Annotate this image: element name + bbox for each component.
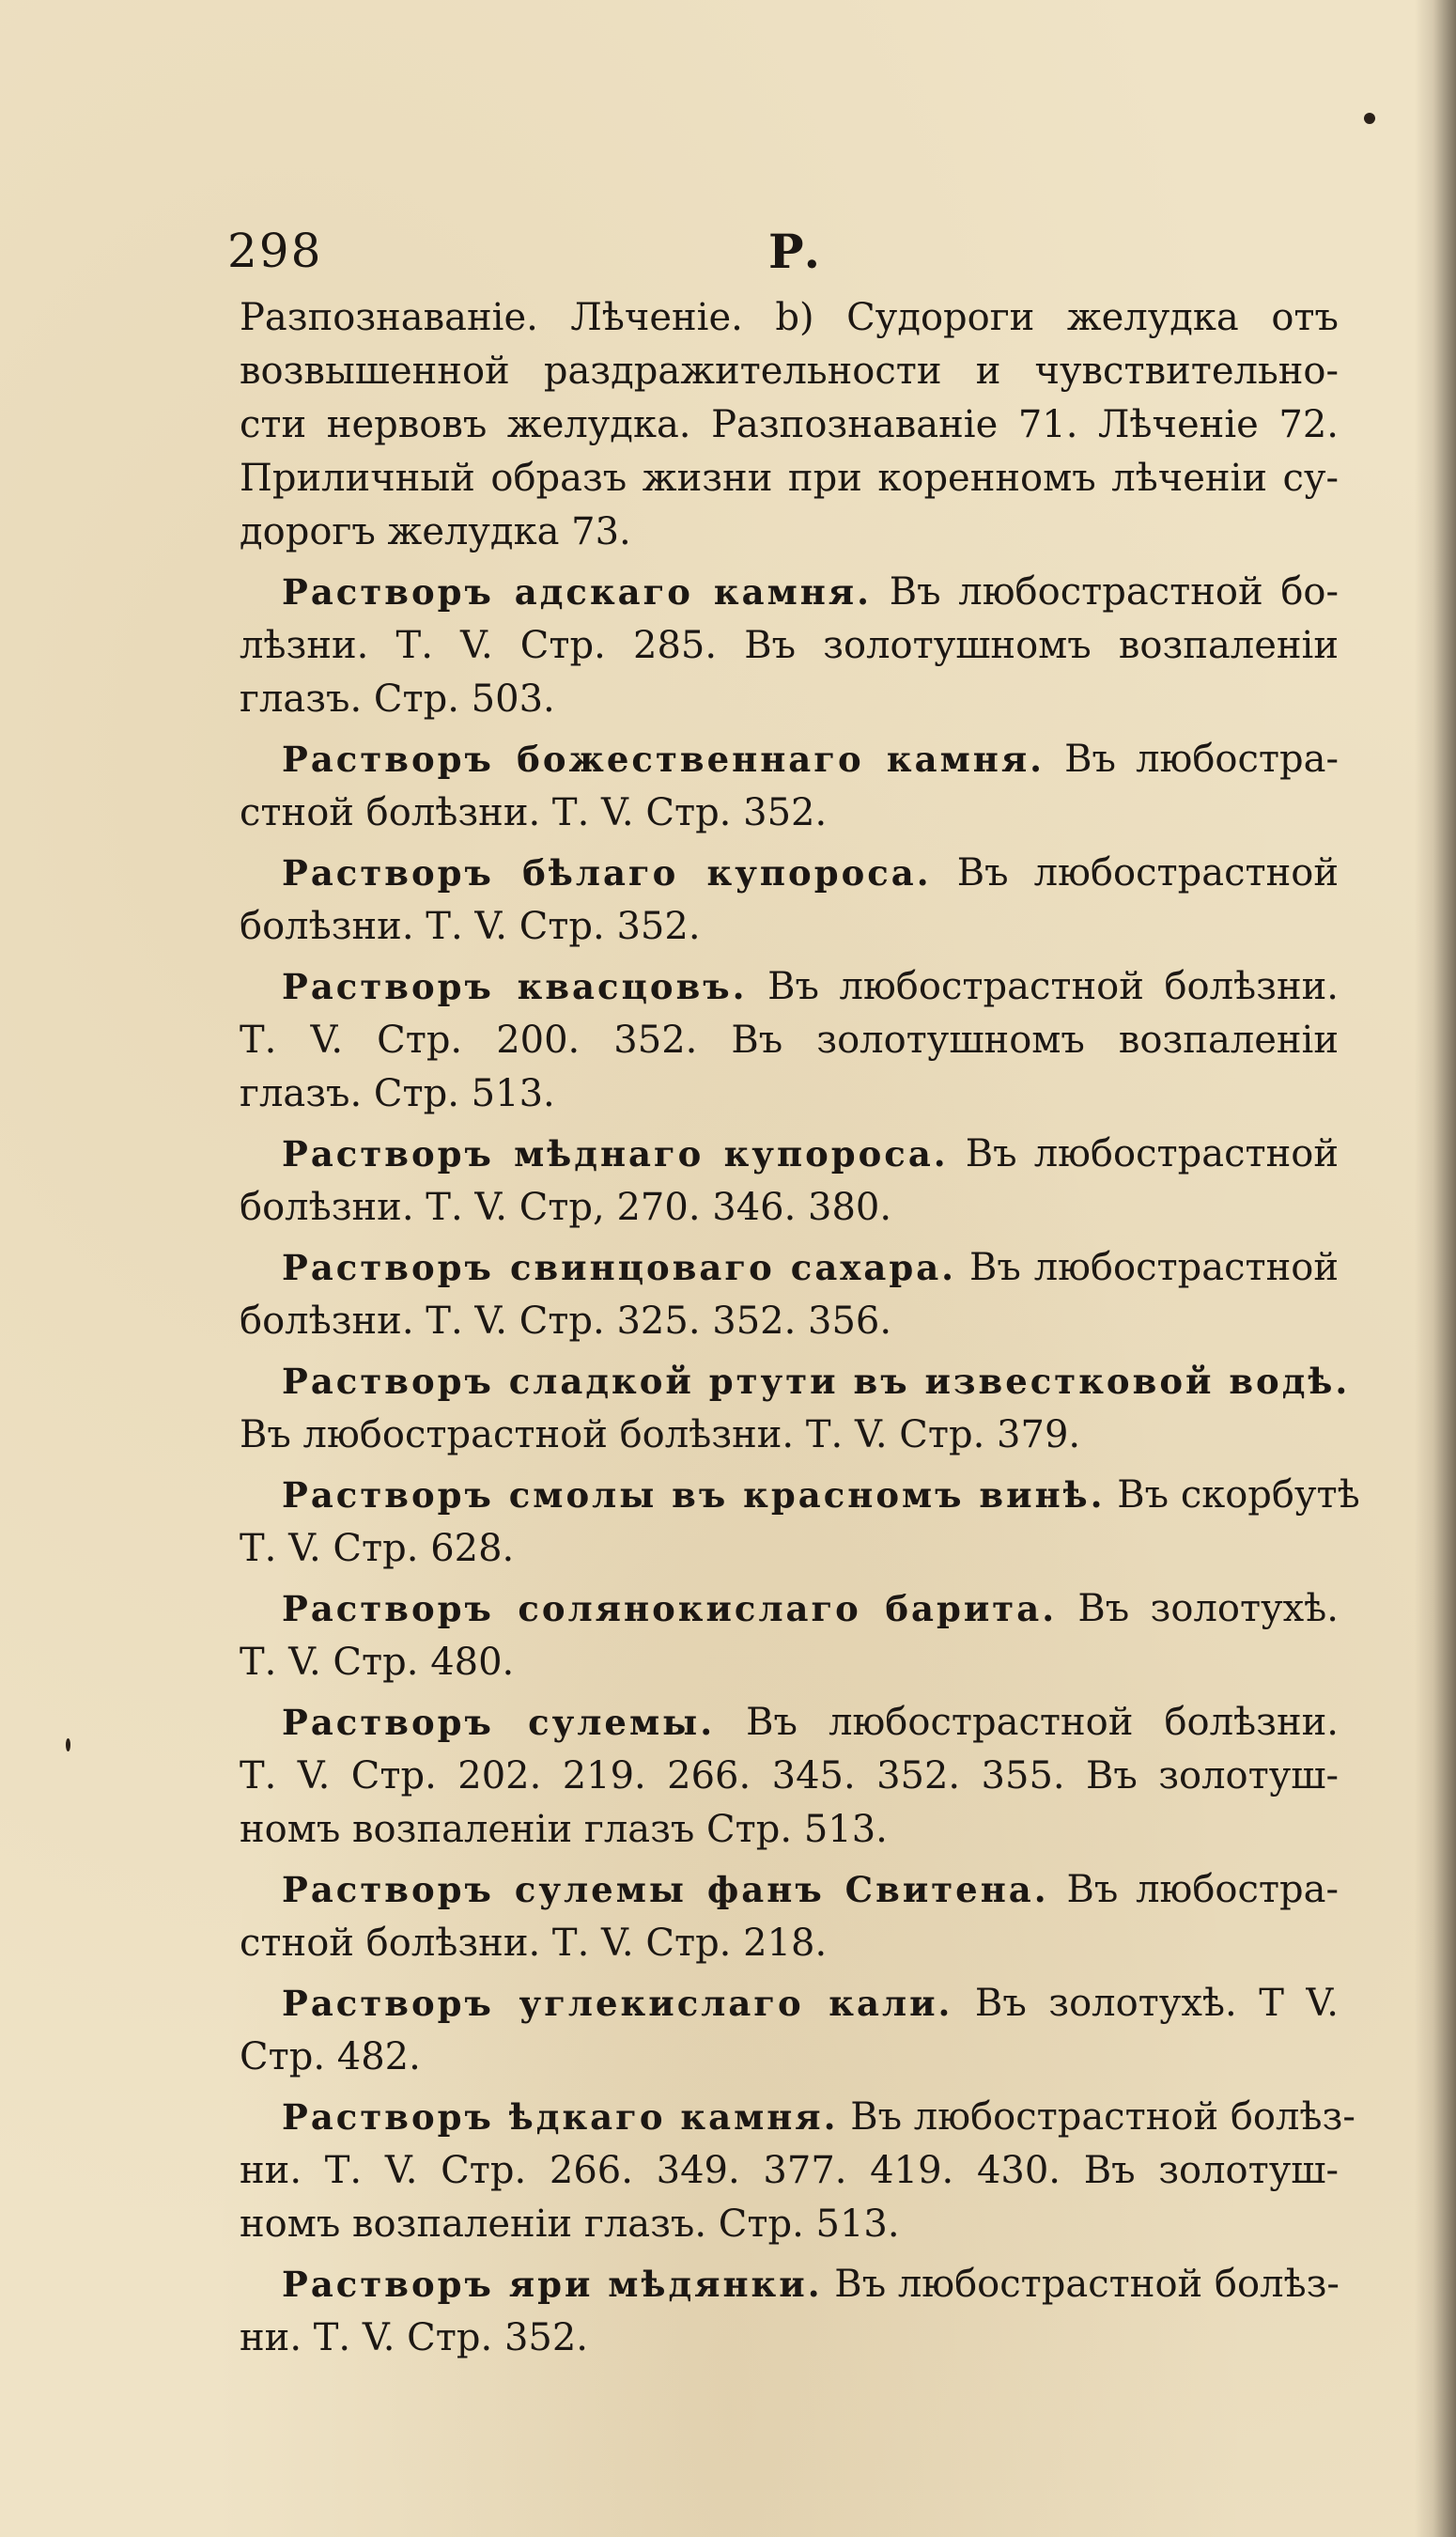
text-line: номъ возпаленіи глазъ. Стр. 513. <box>240 2202 900 2246</box>
text-line: ни. Т. V. Стр. 352. <box>240 2316 589 2359</box>
entry-headword: Растворъ свинцоваго сахара. <box>282 1247 957 1288</box>
text-line: дорогъ желудка 73. <box>240 510 631 553</box>
entry-text: Въ любостра- <box>1048 1868 1340 1911</box>
entry-first-line <box>240 1696 1339 1750</box>
text-line: стной болѣзни. Т. V. Стр. 352. <box>240 791 828 834</box>
text-line: глазъ. Стр. 503. <box>240 677 555 721</box>
text-line: Приличный образъ жизни при коренномъ лѣченіи су- <box>240 457 1339 500</box>
entry-first-line <box>240 1863 1339 1917</box>
text-line: стной болѣзни. Т. V. Стр. 218. <box>240 1922 828 1965</box>
entry-headword: Растворъ углекислаго кали. <box>282 1983 953 2024</box>
text-line: болѣзни. Т. V. Стр, 270. 346. 380. <box>240 1186 892 1229</box>
entry-first-line <box>240 2091 1355 2144</box>
text-line: ни. Т. V. Стр. 266. 349. 377. 419. 430. Въ золотуш- <box>240 2149 1339 2192</box>
text-line: Т. V. Стр. 628. <box>240 1527 515 1570</box>
text-line: болѣзни. Т. V. Стр. 325. 352. 356. <box>240 1300 892 1343</box>
text-line: Т. V. Стр. 200. 352. Въ золотушномъ возпаленіи <box>240 1019 1339 1062</box>
text-line: болѣзни. Т. V. Стр. 352. <box>240 905 701 948</box>
entry-text: Въ любострастной болѣз- <box>838 2095 1355 2139</box>
text-line: возвышенной раздражительности и чувствительно- <box>240 350 1339 393</box>
page-edge-shadow <box>1415 0 1456 2537</box>
ink-mark <box>1364 113 1375 124</box>
text-line: Стр. 482. <box>240 2035 421 2078</box>
entry-text: Въ скорбутѣ <box>1105 1473 1360 1517</box>
text-line: Въ любострастной болѣзни. Т. V. Стр. 379. <box>240 1413 1081 1456</box>
entry-first-line <box>240 1355 1351 1409</box>
entry-text: Въ любостра- <box>1045 738 1339 781</box>
entry-text: Въ золотухѣ. <box>1057 1587 1339 1630</box>
entry-headword: Растворъ солянокислаго барита. <box>282 1588 1058 1629</box>
entry-text: Въ любострастной <box>948 1132 1340 1175</box>
entry-first-line <box>240 960 1339 1014</box>
text-line: глазъ. Стр. 513. <box>240 1072 555 1115</box>
running-head: Р. <box>768 224 821 279</box>
entry-text: Въ золотухѣ. Т V. <box>953 1982 1339 2025</box>
entry-headword: Растворъ сладкой ртути въ известковой водѣ. <box>282 1361 1351 1402</box>
entry-text: Въ любострастной болѣзни. <box>715 1701 1339 1744</box>
entry-first-line <box>240 1582 1339 1636</box>
entry-first-line <box>240 1128 1339 1181</box>
entry-first-line <box>240 566 1339 619</box>
entry-first-line <box>240 2258 1339 2311</box>
entry-headword: Растворъ ѣдкаго камня. <box>282 2096 839 2138</box>
entry-headword: Растворъ квасцовъ. <box>282 966 748 1007</box>
entry-first-line <box>240 1241 1339 1295</box>
entry-first-line <box>240 1977 1339 2031</box>
entry-headword: Растворъ бѣлаго купороса. <box>282 852 932 894</box>
text-line: лѣзни. Т. V. Стр. 285. Въ золотушномъ возпаленіи <box>240 624 1339 667</box>
entry-first-line <box>240 847 1339 900</box>
entry-headword: Растворъ сулемы. <box>282 1702 716 1743</box>
text-line: Разпознаваніе. Лѣченіе. b) Судороги желудка отъ <box>240 296 1339 339</box>
entry-headword: Растворъ смолы въ красномъ винѣ. <box>282 1474 1106 1516</box>
index-text-block <box>240 291 1360 2365</box>
entry-headword: Растворъ сулемы фанъ Свитена. <box>282 1869 1049 1910</box>
entry-headword: Растворъ божественнаго камня. <box>282 739 1046 780</box>
entry-first-line <box>240 1469 1360 1522</box>
entry-text: Въ любострастной бо- <box>872 570 1340 614</box>
entry-text: Въ любострастной <box>956 1246 1340 1289</box>
entry-text: Въ любострастной <box>931 851 1339 895</box>
entry-first-line <box>240 733 1339 786</box>
page-number: 298 <box>227 224 323 278</box>
text-line: номъ возпаленіи глазъ Стр. 513. <box>240 1808 888 1851</box>
text-line: сти нервовъ желудка. Разпознаваніе 71. Лѣченіе 72. <box>240 403 1339 446</box>
entry-text: Въ любострастной болѣз- <box>822 2263 1340 2306</box>
text-line: Т. V. Стр. 202. 219. 266. 345. 352. 355. Въ золотуш- <box>240 1754 1339 1798</box>
ink-mark <box>66 1738 70 1751</box>
entry-headword: Растворъ адскаго камня. <box>282 571 873 613</box>
entry-headword: Растворъ яри мѣдянки. <box>282 2264 823 2305</box>
text-line: Т. V. Стр. 480. <box>240 1641 515 1684</box>
entry-headword: Растворъ мѣднаго купороса. <box>282 1133 949 1175</box>
entry-text: Въ любострастной болѣзни. <box>747 965 1339 1008</box>
